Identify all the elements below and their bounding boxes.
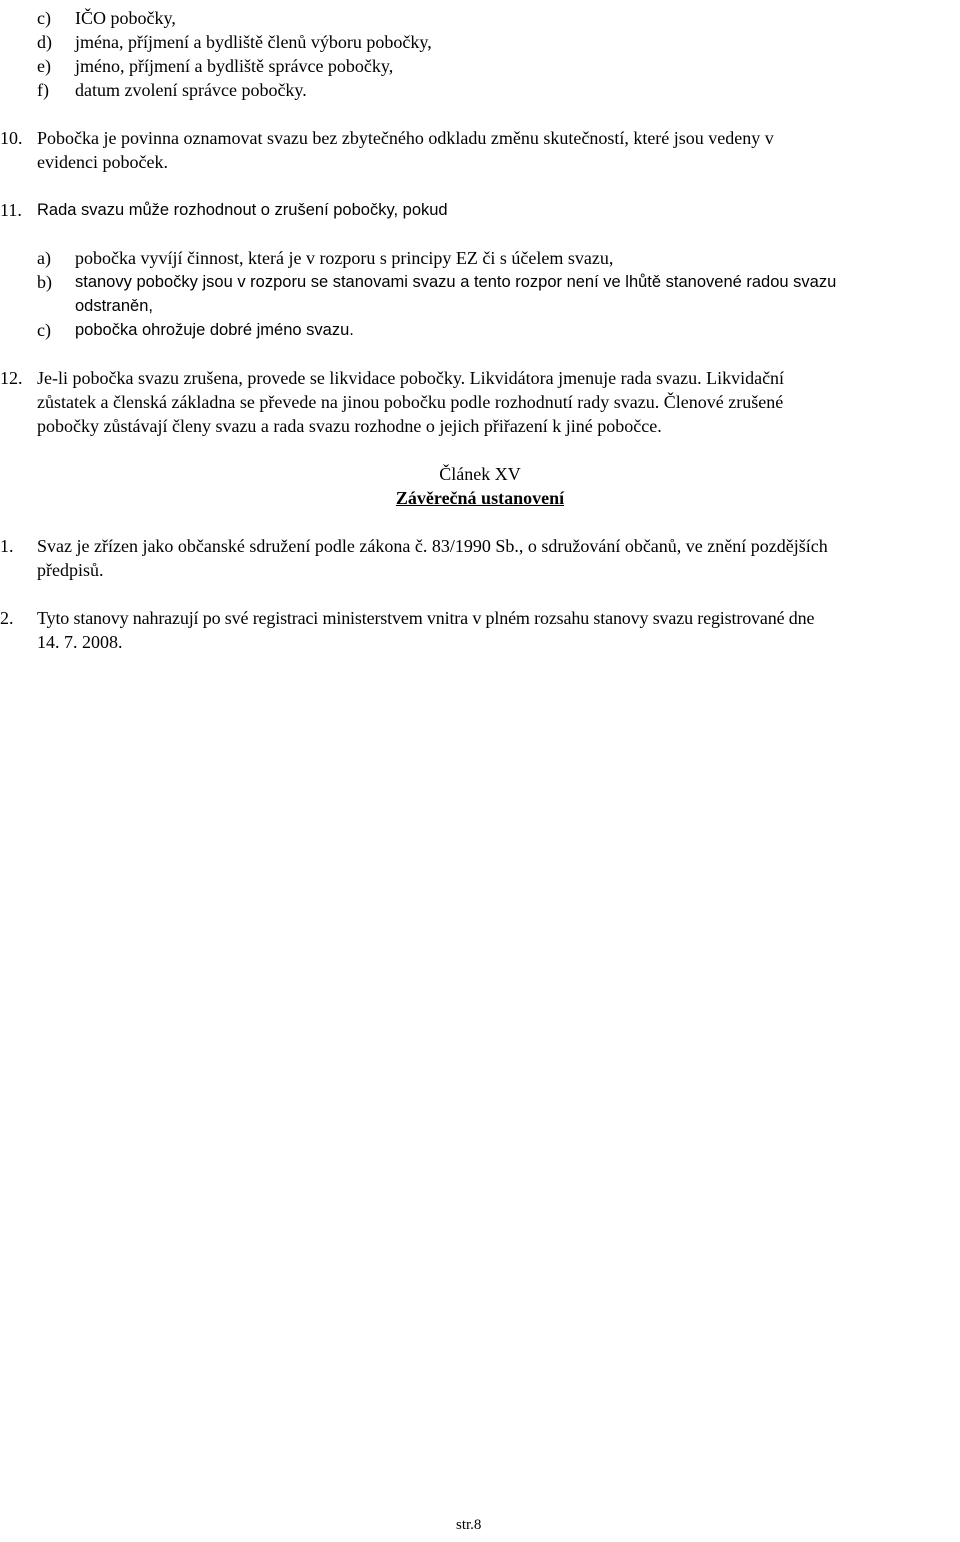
paragraph-text-line: 14. 7. 2008. [37, 632, 123, 652]
paragraph-text-line: předpisů. [37, 560, 104, 580]
list-item: jména, příjmení a bydliště členů výboru pobočky, [75, 32, 432, 52]
paragraph-text-line: Pobočka je povinna oznamovat svazu bez zbytečného odkladu změnu skutečností, které jsou vedeny v [37, 128, 774, 148]
page-number: str.8 [456, 1517, 482, 1533]
list-item: datum zvolení správce pobočky. [75, 80, 307, 100]
paragraph-text-line: Svaz je zřízen jako občanské sdružení podle zákona č. 83/1990 Sb., o sdružování občanů, ve znění pozdějších [37, 536, 828, 556]
paragraph-number: 11. [0, 200, 22, 220]
list-marker: c) [37, 8, 51, 28]
article-number: Článek XV [439, 464, 521, 484]
article-title-text: Závěrečná ustanovení [395, 488, 565, 508]
list-marker: b) [37, 272, 52, 292]
paragraph-text-line: evidenci poboček. [37, 152, 168, 172]
list-item: stanovy pobočky jsou v rozporu se stanovami svazu a tento rozpor není ve lhůtě stanovené radou svazu [75, 273, 837, 291]
list-item: pobočka vyvíjí činnost, která je v rozporu s principy EZ či s účelem svazu, [75, 248, 614, 268]
paragraph-text-line: pobočky zůstávají členy svazu a rada svazu rozhodne o jejich přiřazení k jiné pobočce. [37, 416, 662, 436]
paragraph-number: 12. [0, 368, 23, 388]
list-item: pobočka ohrožuje dobré jméno svazu. [75, 321, 354, 339]
article-title [0, 486, 960, 510]
list-item-continuation: odstraněn, [75, 297, 153, 315]
paragraph-text-line: Je-li pobočka svazu zrušena, provede se likvidace pobočky. Likvidátora jmenuje rada svazu. Likvidační [37, 368, 785, 388]
list-marker: e) [37, 56, 51, 76]
paragraph-text-line: Tyto stanovy nahrazují po své registraci ministerstvem vnitra v plném rozsahu stanovy svazu registrované dne [37, 608, 815, 628]
list-marker: a) [37, 248, 51, 268]
list-item: IČO pobočky, [75, 8, 176, 28]
paragraph-number: 10. [0, 128, 23, 148]
paragraph-text-line: zůstatek a členská základna se převede na jinou pobočku podle rozhodnutí rady svazu. Členové zrušené [37, 392, 784, 412]
paragraph-number: 2. [0, 608, 14, 628]
list-marker: f) [37, 80, 49, 100]
list-marker: d) [37, 32, 52, 52]
paragraph-text-line: Rada svazu může rozhodnout o zrušení pobočky, pokud [37, 201, 448, 219]
list-marker: c) [37, 320, 51, 340]
list-item: jméno, příjmení a bydliště správce pobočky, [75, 56, 394, 76]
paragraph-number: 1. [0, 536, 14, 556]
